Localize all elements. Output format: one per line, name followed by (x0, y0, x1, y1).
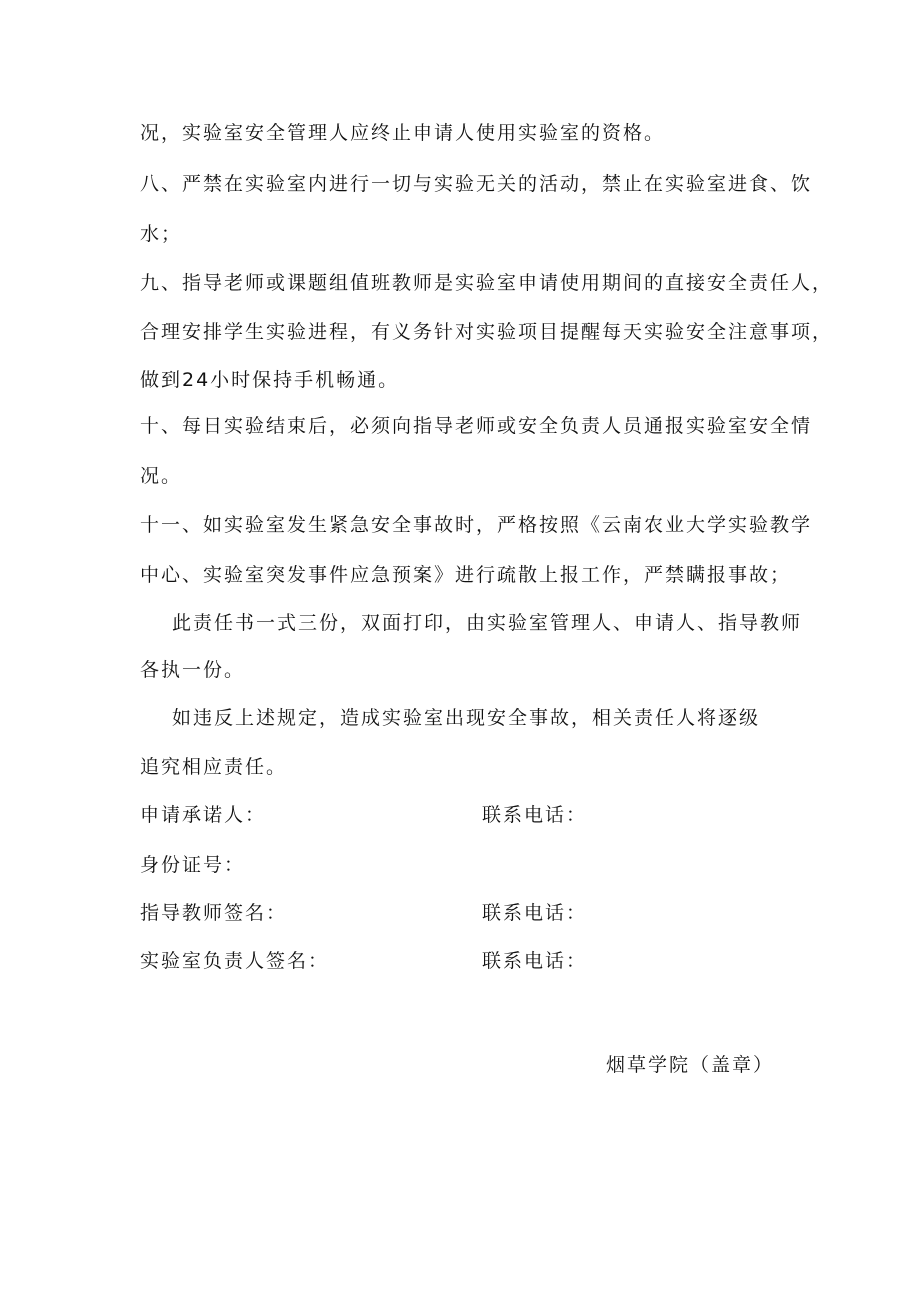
clause-9-line-1: 九、指导老师或课题组值班教师是实验室申请使用期间的直接安全责任人， (140, 272, 834, 294)
violation-note-line-1: 如违反上述规定，造成实验室出现安全事故，相关责任人将逐级 (172, 707, 761, 729)
applicant-phone-label: 联系电话： (482, 804, 588, 826)
copies-note-line-2: 各执一份。 (140, 659, 246, 681)
id-number-label: 身份证号： (140, 854, 246, 876)
college-seal-label: 烟草学院（盖章） (606, 1054, 775, 1076)
clause-8-line-1: 八、严禁在实验室内进行一切与实验无关的活动，禁止在实验室进食、饮 (140, 173, 813, 195)
clause-7-line-1: 况，实验室安全管理人应终止申请人使用实验室的资格。 (140, 122, 666, 144)
advisor-phone-label: 联系电话： (482, 902, 588, 924)
clause-10-line-2: 况。 (140, 465, 183, 487)
applicant-label: 申请承诺人： (140, 804, 267, 826)
clause-11-line-2: 中心、实验室突发事件应急预案》进行疏散上报工作，严禁瞒报事故； (140, 564, 792, 586)
advisor-signature-label: 指导教师签名： (140, 902, 288, 924)
clause-8-line-2: 水； (140, 223, 183, 245)
clause-10-line-1: 十、每日实验结束后，必须向指导老师或安全负责人员通报实验室安全情 (140, 415, 813, 437)
lab-manager-signature-label: 实验室负责人签名： (140, 950, 330, 972)
copies-note-line-1: 此责任书一式三份，双面打印，由实验室管理人、申请人、指导教师 (172, 612, 803, 634)
lab-manager-phone-label: 联系电话： (482, 950, 588, 972)
clause-11-line-1: 十一、如实验室发生紧急安全事故时，严格按照《云南农业大学实验教学 (140, 514, 813, 536)
clause-9-line-3: 做到24小时保持手机畅通。 (140, 369, 400, 391)
violation-note-line-2: 追究相应责任。 (140, 756, 288, 778)
clause-9-line-2: 合理安排学生实验进程，有义务针对实验项目提醒每天实验安全注意事项， (140, 321, 834, 343)
